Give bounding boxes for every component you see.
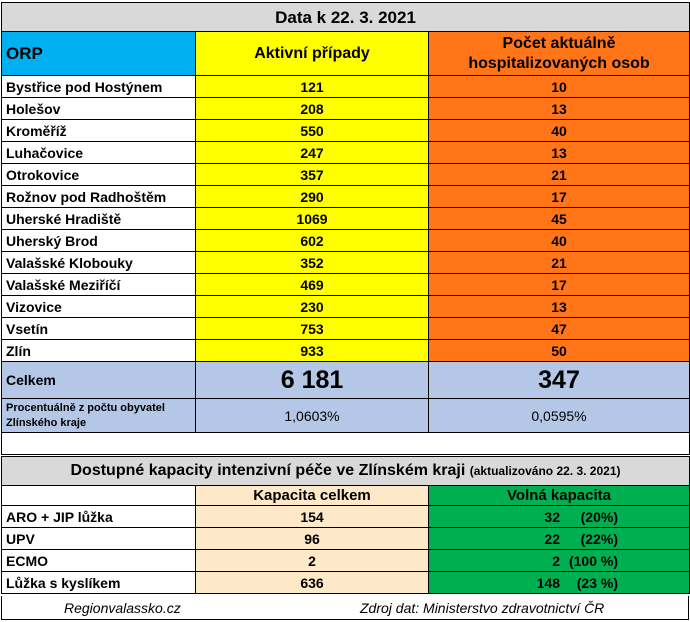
capacity-row [2,550,690,572]
hospitalized-count: 47 [429,318,690,340]
column-header-row [2,32,690,76]
hospitalized-count: 21 [429,164,690,186]
report-title-row [2,3,690,32]
active-cases: 357 [196,164,429,186]
capacity-header-empty [2,486,196,506]
capacity-label: UPV [2,528,196,550]
total-label: Celkem [2,362,196,399]
active-cases: 230 [196,296,429,318]
capacity-header-total: Kapacita celkem [196,486,429,506]
capacity-free-percent: (22%) [580,530,618,547]
capacity-free-percent: (23 %) [576,574,618,591]
hospitalized-count: 40 [429,230,690,252]
orp-name: Bystřice pod Hostýnem [2,76,196,98]
table-row [2,98,690,120]
hospitalized-count: 40 [429,120,690,142]
orp-name: Valašské Klobouky [2,252,196,274]
table-row [2,186,690,208]
hospitalized-count: 45 [429,208,690,230]
capacity-free-count: 32 [544,508,560,525]
table-row [2,76,690,98]
table-row [2,274,690,296]
capacity-free-percent: (100 %) [568,552,618,569]
column-header-hospitalized-line2: hospitalizovaných osob [468,54,650,72]
table-row [2,340,690,362]
active-cases: 550 [196,120,429,142]
footer-site: Regionvalassko.cz [64,600,181,616]
capacity-free-count: 148 [536,574,560,591]
footer [1,596,689,620]
orp-name: Rožnov pod Radhoštěm [2,186,196,208]
footer-source: Zdroj dat: Ministerstvo zdravotnictví ČR [360,600,605,616]
orp-name: Vsetín [2,318,196,340]
capacity-total: 636 [196,572,429,594]
orp-name: Uherský Brod [2,230,196,252]
active-cases: 352 [196,252,429,274]
capacity-free-count: 22 [544,530,560,547]
capacity-free-count: 2 [552,552,560,569]
hospitalized-count: 17 [429,274,690,296]
spacer-row [2,433,690,455]
percent-hospitalized: 0,0595% [429,399,690,433]
orp-rows [2,76,690,362]
active-cases: 469 [196,274,429,296]
capacity-row [2,506,690,528]
total-active: 6 181 [196,362,429,399]
capacity-free [429,528,690,550]
percent-active: 1,0603% [196,399,429,433]
hospitalized-count: 10 [429,76,690,98]
percent-label [2,399,196,433]
hospitalized-count: 50 [429,340,690,362]
orp-name: Luhačovice [2,142,196,164]
table-row [2,296,690,318]
capacity-header-free: Volná kapacita [429,486,690,506]
capacity-rows [2,506,690,594]
hospitalized-count: 17 [429,186,690,208]
percent-label-line2: Zlínského kraje [6,417,87,429]
covid-cases-table [1,2,690,455]
hospitalized-count: 13 [429,296,690,318]
total-row [2,362,690,399]
capacity-free-percent: (20%) [580,508,618,525]
orp-name: Kroměříž [2,120,196,142]
percent-row [2,399,690,433]
orp-name: Uherské Hradiště [2,208,196,230]
capacity-updated-note: (aktualizováno 22. 3. 2021) [469,464,621,478]
orp-name: Otrokovice [2,164,196,186]
column-header-hospitalized [429,32,690,76]
active-cases: 121 [196,76,429,98]
hospitalized-count: 13 [429,142,690,164]
capacity-title-cell [2,457,690,486]
active-cases: 208 [196,98,429,120]
column-header-orp: ORP [2,32,196,76]
capacity-total: 96 [196,528,429,550]
table-row [2,164,690,186]
spacer-cell [2,433,690,455]
capacity-total: 154 [196,506,429,528]
table-row [2,252,690,274]
orp-name: Zlín [2,340,196,362]
column-header-hospitalized-line1: Počet aktuálně [502,34,616,52]
orp-name: Vizovice [2,296,196,318]
orp-name: Valašské Meziříčí [2,274,196,296]
active-cases: 602 [196,230,429,252]
active-cases: 290 [196,186,429,208]
active-cases: 1069 [196,208,429,230]
table-row [2,230,690,252]
capacity-free [429,550,690,572]
total-hospitalized: 347 [429,362,690,399]
capacity-title-row [2,457,690,486]
capacity-row [2,528,690,550]
active-cases: 247 [196,142,429,164]
capacity-row [2,572,690,594]
capacity-label: ECMO [2,550,196,572]
capacity-free [429,506,690,528]
hospitalized-count: 13 [429,98,690,120]
table-row [2,318,690,340]
percent-label-line1: Procentuálně z počtu obyvatel [6,402,165,415]
icu-capacity-table [1,456,690,594]
capacity-label: ARO + JIP lůžka [2,506,196,528]
report-title: Data k 22. 3. 2021 [2,3,690,32]
active-cases: 753 [196,318,429,340]
capacity-free [429,572,690,594]
hospitalized-count: 21 [429,252,690,274]
active-cases: 933 [196,340,429,362]
orp-name: Holešov [2,98,196,120]
capacity-label: Lůžka s kyslíkem [2,572,196,594]
table-row [2,208,690,230]
capacity-header-row [2,486,690,506]
column-header-active: Aktivní případy [196,32,429,76]
capacity-title: Dostupné kapacity intenzivní péče ve Zlínském kraji [70,462,466,479]
capacity-total: 2 [196,550,429,572]
table-row [2,142,690,164]
table-row [2,120,690,142]
